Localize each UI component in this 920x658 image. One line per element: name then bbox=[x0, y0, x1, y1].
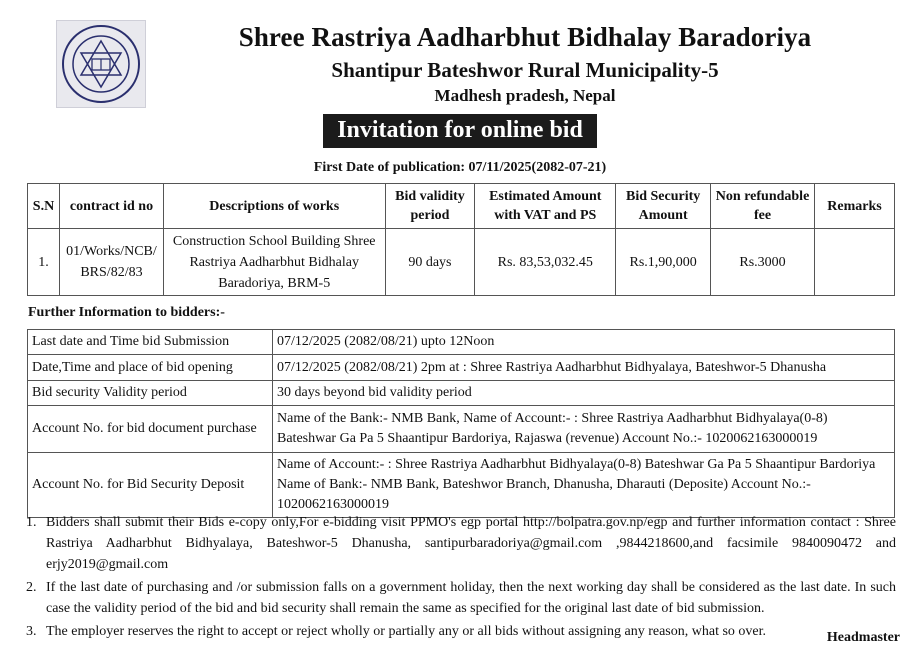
info-value bbox=[273, 453, 895, 518]
table-row bbox=[28, 330, 895, 355]
notes-list bbox=[22, 512, 896, 644]
note-text: If the last date of purchasing and /or submission falls on a government holiday, then the next working day shall be considered as the last date. In such case the validity period of the bid and bid security shall remain the same as specified for the original last date of bid submission. bbox=[46, 580, 896, 616]
info-value bbox=[273, 381, 895, 406]
table-row bbox=[28, 381, 895, 406]
info-value-line: Name of Bank:- NMB Bank, Bateshwor Branch, Dhanusha, Dharauti (Deposite) Account No.:- 1020062163000019 bbox=[277, 477, 811, 512]
col-header-contract-id: contract id no bbox=[59, 184, 163, 229]
list-item bbox=[22, 512, 896, 575]
list-item bbox=[22, 577, 896, 619]
info-value bbox=[273, 355, 895, 381]
cell-description: Construction School Building Shree Rastriya Aadharbhut Bidhalay Baradoriya, BRM-5 bbox=[163, 229, 385, 296]
info-label: Bid security Validity period bbox=[28, 381, 273, 406]
list-item bbox=[22, 621, 896, 642]
bid-table-header-row bbox=[28, 184, 895, 229]
cell-validity: 90 days bbox=[385, 229, 475, 296]
notice-banner: Invitation for online bid bbox=[323, 114, 597, 148]
col-header-remarks: Remarks bbox=[814, 184, 894, 229]
signature-title: Headmaster bbox=[826, 630, 900, 645]
banner-wrapper bbox=[0, 114, 920, 148]
table-row bbox=[28, 406, 895, 453]
note-text: Bidders shall submit their Bids e-copy only,For e-bidding visit PPMO's egp portal http://bolpatra.gov.np/egp and further information contact : Shree Rastriya Aadharbhut Bidhyalaya, Bateshwor-5 Dhanusha, santipurbaradoriya@gmail.com ,9844218600,and facsimile 9840090472 and erjy2019@gmail.com bbox=[46, 515, 896, 572]
col-header-description: Descriptions of works bbox=[163, 184, 385, 229]
province-name: Madhesh pradesh, Nepal bbox=[434, 86, 616, 105]
info-value-line: 07/12/2025 (2082/08/21) upto 12Noon bbox=[277, 334, 495, 349]
col-header-fee: Non refundable fee bbox=[711, 184, 815, 229]
info-value bbox=[273, 406, 895, 453]
school-name: Shree Rastriya Aadharbhut Bidhalay Baradoriya bbox=[238, 22, 812, 52]
col-header-sn: S.N bbox=[28, 184, 60, 229]
info-label: Last date and Time bid Submission bbox=[28, 330, 273, 355]
col-header-bid-security: Bid Security Amount bbox=[616, 184, 711, 229]
info-value-line: Name of Account:- : Shree Rastriya Aadharbhut Bidhyalaya(0-8) Bateshwar Ga Pa 5 Shaantipur Bardoriya bbox=[277, 457, 876, 472]
info-label: Account No. for Bid Security Deposit bbox=[28, 453, 273, 518]
note-number: 1. bbox=[26, 515, 37, 530]
table-row bbox=[28, 355, 895, 381]
further-info-table bbox=[27, 329, 895, 518]
cell-sn: 1. bbox=[28, 229, 60, 296]
table-row bbox=[28, 453, 895, 518]
table-row bbox=[28, 229, 895, 296]
note-number: 2. bbox=[26, 580, 37, 595]
note-number: 3. bbox=[26, 624, 37, 639]
info-label: Date,Time and place of bid opening bbox=[28, 355, 273, 381]
cell-bid-security: Rs.1,90,000 bbox=[616, 229, 711, 296]
cell-fee: Rs.3000 bbox=[711, 229, 815, 296]
school-seal-logo bbox=[56, 20, 146, 108]
info-value bbox=[273, 330, 895, 355]
col-header-estimated-amount: Estimated Amount with VAT and PS bbox=[475, 184, 616, 229]
info-value-line: Name of the Bank:- NMB Bank, Name of Account:- : Shree Rastriya Aadharbhut Bidhyalaya(0-8) bbox=[277, 411, 828, 426]
bid-table bbox=[27, 183, 895, 296]
cell-remarks bbox=[814, 229, 894, 296]
col-header-validity: Bid validity period bbox=[385, 184, 475, 229]
info-value-line: 07/12/2025 (2082/08/21) 2pm at : Shree Rastriya Aadharbhut Bidhyalaya, Bateshwor-5 Dhanusha bbox=[277, 359, 827, 375]
note-text: The employer reserves the right to accept or reject wholly or partially any or all bids without assigning any reason, what so over. bbox=[46, 624, 767, 639]
info-label: Account No. for bid document purchase bbox=[28, 406, 273, 453]
cell-contract-id: 01/Works/NCB/ BRS/82/83 bbox=[59, 229, 163, 296]
municipality-name: Shantipur Bateshwor Rural Municipality-5 bbox=[331, 58, 719, 82]
info-value-line: 30 days beyond bid validity period bbox=[277, 385, 472, 400]
further-info-title: Further Information to bidders:- bbox=[28, 305, 225, 320]
info-value-line: Bateshwar Ga Pa 5 Shaantipur Bardoriya, Rajaswa (revenue) Account No.:- 1020062163000019 bbox=[277, 431, 818, 446]
publication-date: First Date of publication: 07/11/2025(2082-07-21) bbox=[313, 160, 607, 175]
cell-estimated-amount: Rs. 83,53,032.45 bbox=[475, 229, 616, 296]
